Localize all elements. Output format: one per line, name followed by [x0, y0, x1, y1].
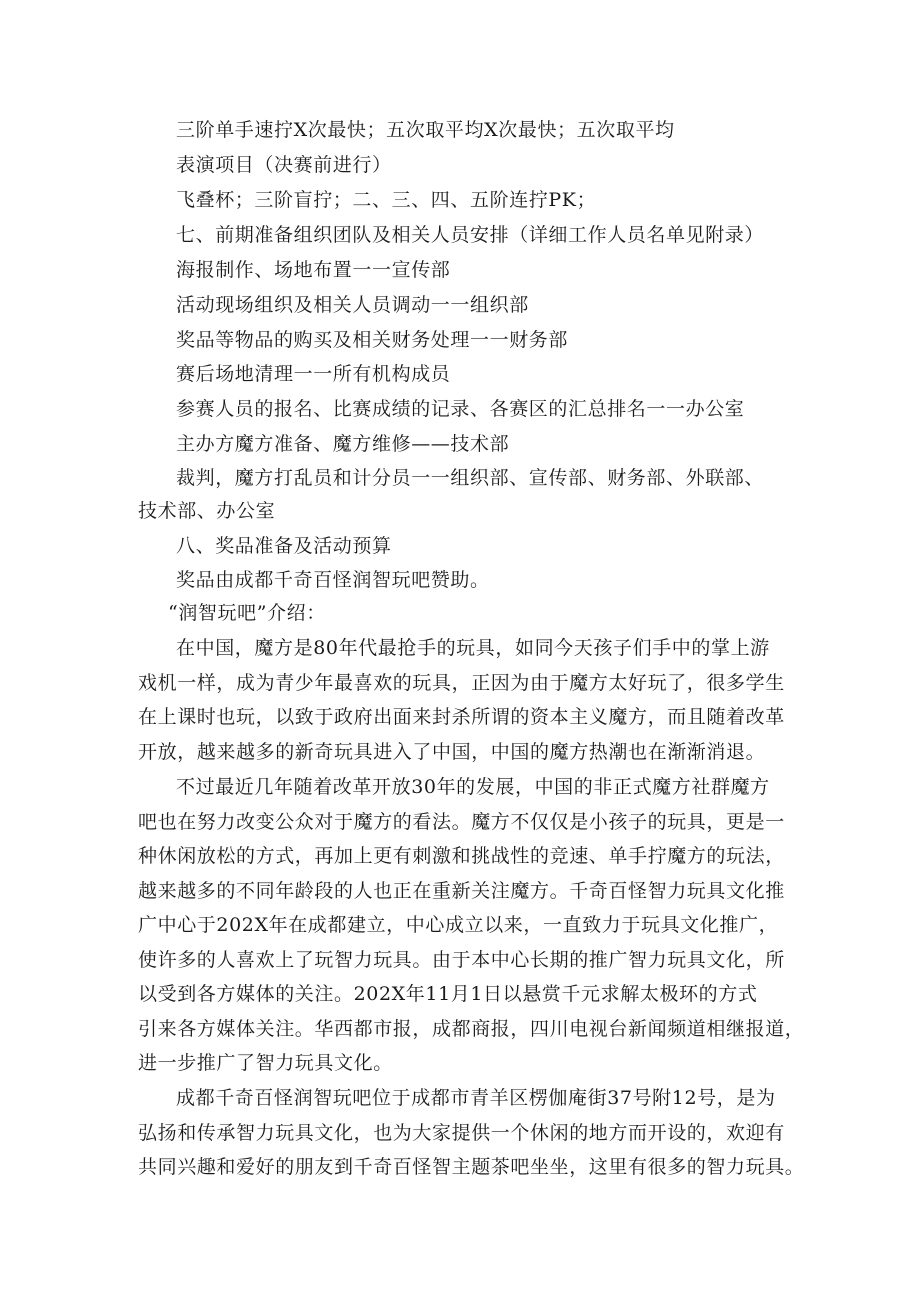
- text-line: 赛后场地清理一一所有机构成员: [176, 363, 451, 385]
- paragraph-line: 在中国，魔方是80年代最抢手的玩具，如同今天孩子们手中的掌上游: [176, 637, 770, 659]
- paragraph-line: 以受到各方媒体的关注。202X年11月1日以悬赏千元求解太极环的方式: [138, 983, 758, 1005]
- text-line: “润智玩吧”介绍：: [168, 602, 326, 624]
- text-line: 技术部、办公室: [138, 500, 276, 522]
- paragraph-line: 开放，越来越多的新奇玩具进入了中国，中国的魔方热潮也在渐渐消退。: [138, 741, 766, 763]
- text-line: 飞叠杯；三阶盲拧；二、三、四、五阶连拧PK；: [176, 189, 597, 211]
- paragraph-line: 吧也在努力改变公众对于魔方的看法。魔方不仅仅是小孩子的玩具，更是一: [138, 811, 785, 833]
- text-line: 三阶单手速拧X次最快；五次取平均X次最快；五次取平均: [176, 119, 675, 141]
- text-line: 奖品等物品的购买及相关财务处理一一财务部: [176, 329, 569, 351]
- paragraph-line: 戏机一样，成为青少年最喜欢的玩具，正因为由于魔方太好玩了，很多学生: [138, 672, 785, 694]
- text-line: 奖品由成都千奇百怪润智玩吧赞助。: [176, 569, 490, 591]
- section-heading: 七、前期准备组织团队及相关人员安排（详细工作人员名单见附录）: [176, 224, 765, 246]
- paragraph-line: 在上课时也玩，以致于政府出面来封杀所谓的资本主义魔方，而且随着改革: [138, 706, 785, 728]
- text-line: 裁判，魔方打乱员和计分员一一组织部、宣传部、财务部、外联部、: [176, 467, 765, 489]
- paragraph-line: 广中心于202X年在成都建立，中心成立以来，一直致力于玩具文化推广，: [138, 914, 779, 936]
- text-line: 活动现场组织及相关人员调动一一组织部: [176, 294, 529, 316]
- paragraph-line: 不过最近几年随着改革开放30年的发展，中国的非正式魔方社群魔方: [176, 776, 770, 798]
- paragraph-line: 越来越多的不同年龄段的人也正在重新关注魔方。千奇百怪智力玩具文化推: [138, 880, 785, 902]
- paragraph-line: 引来各方媒体关注。华西都市报，成都商报，四川电视台新闻频道相继报道，: [138, 1018, 805, 1040]
- text-line: 参赛人员的报名、比赛成绩的记录、各赛区的汇总排名一一办公室: [176, 398, 745, 420]
- paragraph-line: 弘扬和传承智力玩具文化，也为大家提供一个休闲的地方而开设的，欢迎有: [138, 1122, 785, 1144]
- paragraph-line: 共同兴趣和爱好的朋友到千奇百怪智主题茶吧坐坐，这里有很多的智力玩具。: [138, 1156, 805, 1178]
- text-line: 主办方魔方准备、魔方维修——技术部: [176, 433, 510, 455]
- section-heading: 八、奖品准备及活动预算: [176, 535, 392, 557]
- text-line: 海报制作、场地布置一一宣传部: [176, 259, 451, 281]
- paragraph-line: 成都千奇百怪润智玩吧位于成都市青羊区楞伽庵街37号附12号，是为: [176, 1087, 776, 1109]
- paragraph-line: 进一步推广了智力玩具文化。: [138, 1052, 393, 1074]
- paragraph-line: 使许多的人喜欢上了玩智力玩具。由于本中心长期的推广智力玩具文化，所: [138, 949, 785, 971]
- text-line: 表演项目（决赛前进行）: [176, 154, 392, 176]
- paragraph-line: 种休闲放松的方式，再加上更有刺激和挑战性的竞速、单手拧魔方的玩法，: [138, 845, 785, 867]
